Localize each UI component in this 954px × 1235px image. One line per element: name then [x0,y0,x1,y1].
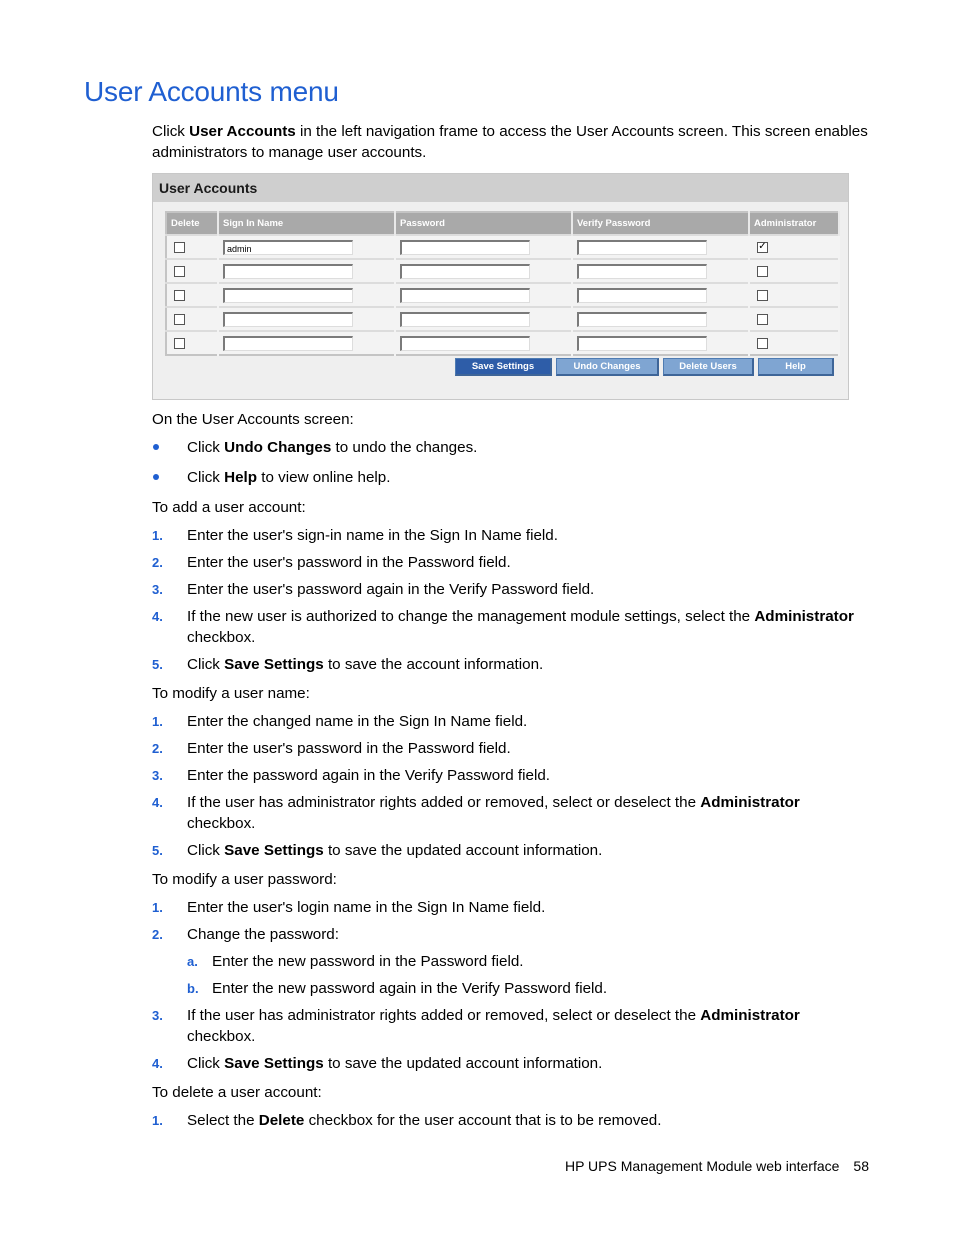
list-item [152,738,872,759]
step-bold: Save Settings [224,842,324,859]
step-text: If the new user is authorized to change the management module settings, select the [187,608,755,625]
table-cell [395,283,572,307]
password-field[interactable] [400,336,530,351]
step-text: to save the account information. [323,656,544,673]
step-number: 3. [152,1008,163,1023]
user-accounts-table [165,211,840,356]
list-item [152,552,872,573]
column-header-delete: Delete [166,212,218,235]
list-item [187,978,872,999]
delete-user-lead: To delete a user account: [152,1084,322,1101]
step-number: a. [187,954,198,969]
undo-changes-button[interactable]: Undo Changes [556,358,659,376]
password-field[interactable] [400,312,530,327]
table-header-row [166,212,839,235]
list-item [152,711,872,732]
page-content [152,121,872,1139]
item-text: Click [187,439,225,456]
modify-name-lead: To modify a user name: [152,685,310,702]
list-item [152,1110,872,1131]
step-number: 2. [152,555,163,570]
administrator-checkbox[interactable] [757,266,768,277]
step-bold: Administrator [700,794,800,811]
step-text: Enter the new password in the Password field. [212,953,524,970]
intro-bold: User Accounts [189,123,296,140]
step-number: 4. [152,609,163,624]
table-cell [572,235,749,259]
step-number: 4. [152,1056,163,1071]
delete-user-steps [152,1110,872,1131]
page-number: 58 [853,1158,869,1174]
item-bold: Undo Changes [224,439,332,456]
table-row [166,235,839,259]
step-number: 5. [152,843,163,858]
step-text: checkbox. [187,629,256,646]
table-cell [218,259,395,283]
substep-list [187,951,872,999]
table-cell [166,331,218,355]
step-number: 5. [152,657,163,672]
column-header-administrator: Administrator [749,212,839,235]
footer-text: HP UPS Management Module web interface [564,1158,840,1174]
table-cell [749,259,839,283]
delete-checkbox[interactable] [174,266,185,277]
bullet-icon [153,444,159,450]
table-cell [749,331,839,355]
list-item [152,525,872,546]
intro-paragraph [152,121,872,163]
list-item [152,654,872,675]
step-text: to save the updated account information. [323,1055,603,1072]
step-text: If the user has administrator rights added or removed, select or deselect the [187,794,701,811]
delete-users-button[interactable]: Delete Users [663,358,754,376]
table-cell [166,307,218,331]
step-number: 2. [152,741,163,756]
step-number: b. [187,981,199,996]
step-number: 1. [152,714,163,729]
modify-name-steps [152,711,872,861]
step-number: 1. [152,528,163,543]
list-item [152,840,872,861]
table-cell [166,235,218,259]
step-text: Enter the user's login name in the Sign In Name field. [187,899,546,916]
table-cell [395,259,572,283]
step-text: Enter the password again in the Verify Password field. [187,767,551,784]
table-row [166,283,839,307]
modify-password-steps [152,897,872,1074]
delete-checkbox[interactable] [174,242,185,253]
step-number: 3. [152,582,163,597]
list-item [152,924,872,999]
step-text: Enter the user's password in the Password field. [187,554,511,571]
list-item [152,1053,872,1074]
table-cell [749,307,839,331]
administrator-checkbox[interactable]: ✓ [758,240,767,252]
modify-password-lead: To modify a user password: [152,871,337,888]
step-text: Enter the user's password again in the Verify Password field. [187,581,595,598]
on-screen-lead: On the User Accounts screen: [152,411,354,428]
list-item [152,792,872,834]
intro-text: Click [152,123,190,140]
user-accounts-screenshot [152,173,849,400]
column-header-sign-in-name: Sign In Name [218,212,395,235]
column-header-password: Password [395,212,572,235]
verify-password-field[interactable] [577,312,707,327]
step-number: 2. [152,927,163,942]
delete-checkbox[interactable] [174,290,185,301]
table-cell [572,283,749,307]
list-item [152,437,872,458]
on-screen-list [152,437,872,488]
item-text: to undo the changes. [331,439,478,456]
password-field[interactable] [400,240,530,255]
item-text: to view online help. [257,469,391,486]
step-text: Enter the user's sign-in name in the Sign In Name field. [187,527,558,544]
step-text: Click [187,1055,225,1072]
step-text: Enter the user's password in the Password field. [187,740,511,757]
step-text: Select the [187,1112,259,1129]
list-item [152,897,872,918]
table-row [166,259,839,283]
step-text: to save the updated account information. [323,842,603,859]
table-cell [572,331,749,355]
administrator-checkbox[interactable] [757,314,768,325]
table-cell [218,307,395,331]
table-cell [395,235,572,259]
step-text: Enter the changed name in the Sign In Name field. [187,713,528,730]
list-item [152,579,872,600]
step-text: Click [187,842,225,859]
list-item [187,951,872,972]
table-cell [395,307,572,331]
delete-checkbox[interactable] [174,338,185,349]
screenshot-button-row [455,358,834,376]
step-number: 1. [152,900,163,915]
table-cell [218,283,395,307]
table-cell [572,259,749,283]
table-cell [218,331,395,355]
step-bold: Administrator [700,1007,800,1024]
step-bold: Delete [258,1112,305,1129]
intro-text: in the left navigation frame to access the User Accounts screen. This screen enables administrators to manage user accounts. [152,123,868,161]
sign-in-name-field[interactable] [223,288,353,303]
administrator-checkbox[interactable] [757,290,768,301]
verify-password-field[interactable] [577,264,707,279]
list-item [152,606,872,648]
table-cell [166,259,218,283]
step-bold: Save Settings [224,656,324,673]
sign-in-name-field[interactable] [223,312,353,327]
step-bold: Save Settings [224,1055,324,1072]
add-user-lead: To add a user account: [152,499,306,516]
step-number: 1. [152,1113,163,1128]
table-cell [218,235,395,259]
password-field[interactable] [400,288,530,303]
verify-password-field[interactable] [577,240,707,255]
table-cell [749,235,839,259]
step-text: If the user has administrator rights added or removed, select or deselect the [187,1007,701,1024]
table-cell [749,283,839,307]
verify-password-field[interactable] [577,336,707,351]
table-row [166,331,839,355]
sign-in-name-field[interactable] [223,264,353,279]
verify-password-field[interactable] [577,288,707,303]
column-header-verify-password: Verify Password [572,212,749,235]
item-text: Click [187,469,225,486]
table-cell [166,283,218,307]
step-number: 4. [152,795,163,810]
list-item [152,467,872,488]
sign-in-name-field[interactable]: admin [223,240,353,255]
page-title: User Accounts menu [84,76,339,107]
page-footer [565,1158,869,1174]
table-row [166,307,839,331]
step-text: checkbox for the user account that is to be removed. [304,1112,662,1129]
step-number: 3. [152,768,163,783]
step-text: Enter the new password again in the Verify Password field. [212,980,608,997]
sign-in-name-field[interactable] [223,336,353,351]
password-field[interactable] [400,264,530,279]
step-bold: Administrator [754,608,854,625]
step-text: checkbox. [187,1028,256,1045]
step-text: Click [187,656,225,673]
step-text: Change the password: [187,926,339,943]
screenshot-title: User Accounts [153,174,848,202]
help-button[interactable]: Help [758,358,834,376]
save-settings-button[interactable]: Save Settings [455,358,552,376]
table-cell [395,331,572,355]
administrator-checkbox[interactable] [757,338,768,349]
table-cell [572,307,749,331]
delete-checkbox[interactable] [174,314,185,325]
list-item [152,765,872,786]
list-item [152,1005,872,1047]
step-text: checkbox. [187,815,256,832]
item-bold: Help [224,469,258,486]
bullet-icon [153,474,159,480]
add-user-steps [152,525,872,675]
